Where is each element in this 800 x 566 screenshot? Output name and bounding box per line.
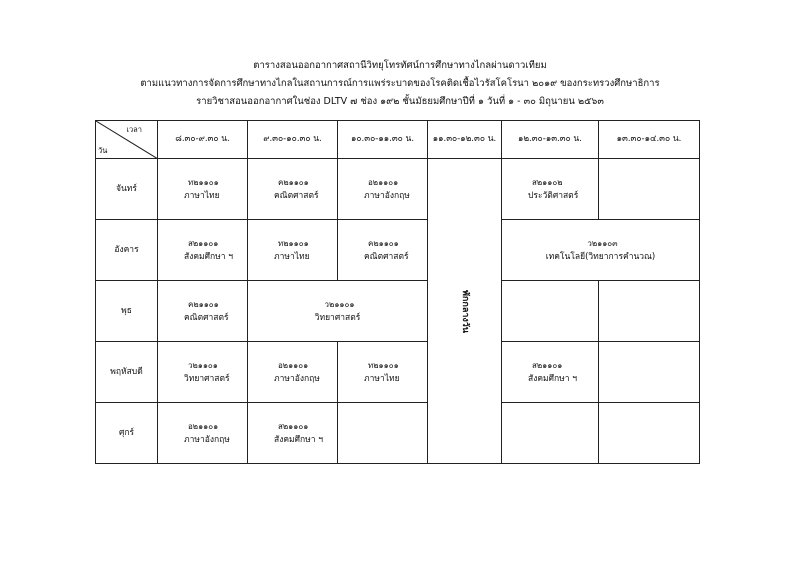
lunch-break-label: พักกลางวัน bbox=[459, 289, 470, 333]
title-line-3: รายวิชาสอนออกอากาศในช่อง DLTV ๗ ช่อง ๑๙๒ ชั้นมัธยมศึกษาปีที่ ๑ วันที่ ๑ - ๓๐ มิถุนายน ๒๕๖๓ bbox=[196, 96, 604, 107]
schedule-cell bbox=[338, 159, 428, 220]
subject-name: คณิตศาสตร์ bbox=[184, 312, 229, 323]
day-row-friday bbox=[96, 403, 700, 464]
subject-code: อ๒๑๑๐๑ bbox=[278, 360, 309, 370]
empty-cell bbox=[338, 403, 428, 464]
day-row-monday bbox=[96, 159, 700, 220]
corner-cell bbox=[96, 121, 158, 159]
subject-name: ภาษาไทย bbox=[364, 373, 400, 384]
day-label: อังคาร bbox=[96, 220, 158, 281]
subject-name: ภาษาไทย bbox=[274, 251, 310, 262]
day-row-thursday bbox=[96, 342, 700, 403]
subject-code: ว๒๑๑๐๓ bbox=[587, 238, 618, 248]
schedule-cell bbox=[248, 342, 338, 403]
empty-cell bbox=[502, 403, 599, 464]
empty-cell bbox=[502, 281, 599, 342]
subject-code: ท๒๑๑๐๑ bbox=[278, 238, 309, 248]
schedule-cell bbox=[158, 220, 248, 281]
schedule-cell bbox=[502, 342, 599, 403]
time-header: ๑๒.๓๐-๑๓.๓๐ น. bbox=[502, 121, 599, 159]
day-row-tuesday bbox=[96, 220, 700, 281]
subject-code: อ๒๑๑๐๑ bbox=[188, 421, 219, 431]
subject-code: ท๒๑๑๐๑ bbox=[368, 360, 399, 370]
corner-day-label: วัน bbox=[98, 146, 108, 155]
day-row-wednesday bbox=[96, 281, 700, 342]
subject-name: สังคมศึกษา ฯ bbox=[184, 251, 234, 262]
day-label: พุธ bbox=[96, 281, 158, 342]
subject-code: ว๒๑๑๐๑ bbox=[188, 360, 218, 370]
subject-code: ส๒๑๑๐๑ bbox=[532, 360, 563, 370]
time-header: ๘.๓๐-๙.๓๐ น. bbox=[158, 121, 248, 159]
subject-code: ค๒๑๑๐๑ bbox=[368, 238, 399, 248]
subject-name: เทคโนโลยี(วิทยาการคำนวณ) bbox=[545, 251, 656, 262]
time-header: ๙.๓๐-๑๐.๓๐ น. bbox=[248, 121, 338, 159]
time-header: ๑๑.๓๐-๑๒.๓๐ น. bbox=[428, 121, 502, 159]
title-line-1: ตารางสอนออกอากาศสถานีวิทยุโทรทัศน์การศึกษาทางไกลผ่านดาวเทียม bbox=[253, 60, 547, 71]
lunch-break-cell bbox=[428, 159, 502, 464]
subject-code: ท๒๑๑๐๑ bbox=[188, 177, 219, 187]
empty-cell bbox=[599, 281, 700, 342]
subject-name: ภาษาอังกฤษ bbox=[274, 373, 320, 384]
schedule-cell bbox=[158, 342, 248, 403]
time-header-row bbox=[96, 121, 700, 159]
schedule-cell bbox=[502, 159, 599, 220]
subject-code: ส๒๑๑๐๒ bbox=[532, 177, 563, 187]
schedule-cell bbox=[502, 220, 700, 281]
subject-name: ภาษาไทย bbox=[184, 190, 220, 201]
subject-name: สังคมศึกษา ฯ bbox=[528, 373, 578, 384]
title-line-2: ตามแนวทางการจัดการศึกษาทางไกลในสถานการณ์การแพร่ระบาดของโรคติดเชื้อไวรัสโคโรนา ๒๐๑๙ ของกระทรวงศึกษาธิการ bbox=[140, 78, 660, 89]
subject-name: คณิตศาสตร์ bbox=[274, 190, 319, 201]
day-label: พฤหัสบดี bbox=[96, 342, 158, 403]
schedule-cell bbox=[158, 281, 248, 342]
subject-code: ส๒๑๑๐๑ bbox=[278, 421, 309, 431]
subject-name: ภาษาอังกฤษ bbox=[364, 190, 410, 201]
empty-cell bbox=[599, 403, 700, 464]
subject-name: วิทยาศาสตร์ bbox=[314, 312, 361, 323]
day-label: จันทร์ bbox=[96, 159, 158, 220]
subject-code: ค๒๑๑๐๑ bbox=[188, 299, 219, 309]
schedule-cell bbox=[158, 403, 248, 464]
schedule-cell bbox=[248, 159, 338, 220]
empty-cell bbox=[599, 159, 700, 220]
schedule-cell bbox=[248, 403, 338, 464]
subject-code: อ๒๑๑๐๑ bbox=[368, 177, 399, 187]
subject-name: วิทยาศาสตร์ bbox=[184, 373, 230, 384]
empty-cell bbox=[599, 342, 700, 403]
subject-name: คณิตศาสตร์ bbox=[364, 251, 409, 262]
corner-time-label: เวลา bbox=[126, 125, 142, 134]
subject-name: สังคมศึกษา ฯ bbox=[274, 434, 324, 445]
subject-code: ส๒๑๑๐๑ bbox=[188, 238, 219, 248]
subject-name: ภาษาอังกฤษ bbox=[184, 434, 230, 445]
timetable bbox=[95, 120, 700, 464]
schedule-cell bbox=[338, 220, 428, 281]
schedule-cell bbox=[338, 342, 428, 403]
schedule-cell bbox=[248, 220, 338, 281]
subject-code: ว๒๑๑๐๑ bbox=[324, 299, 355, 309]
subject-name: ประวัติศาสตร์ bbox=[528, 190, 579, 201]
subject-code: ค๒๑๑๐๑ bbox=[278, 177, 309, 187]
time-header: ๑๐.๓๐-๑๑.๓๐ น. bbox=[338, 121, 428, 159]
schedule-cell bbox=[248, 281, 428, 342]
day-label: ศุกร์ bbox=[96, 403, 158, 464]
time-header: ๑๓.๓๐-๑๔.๓๐ น. bbox=[599, 121, 700, 159]
schedule-cell bbox=[158, 159, 248, 220]
